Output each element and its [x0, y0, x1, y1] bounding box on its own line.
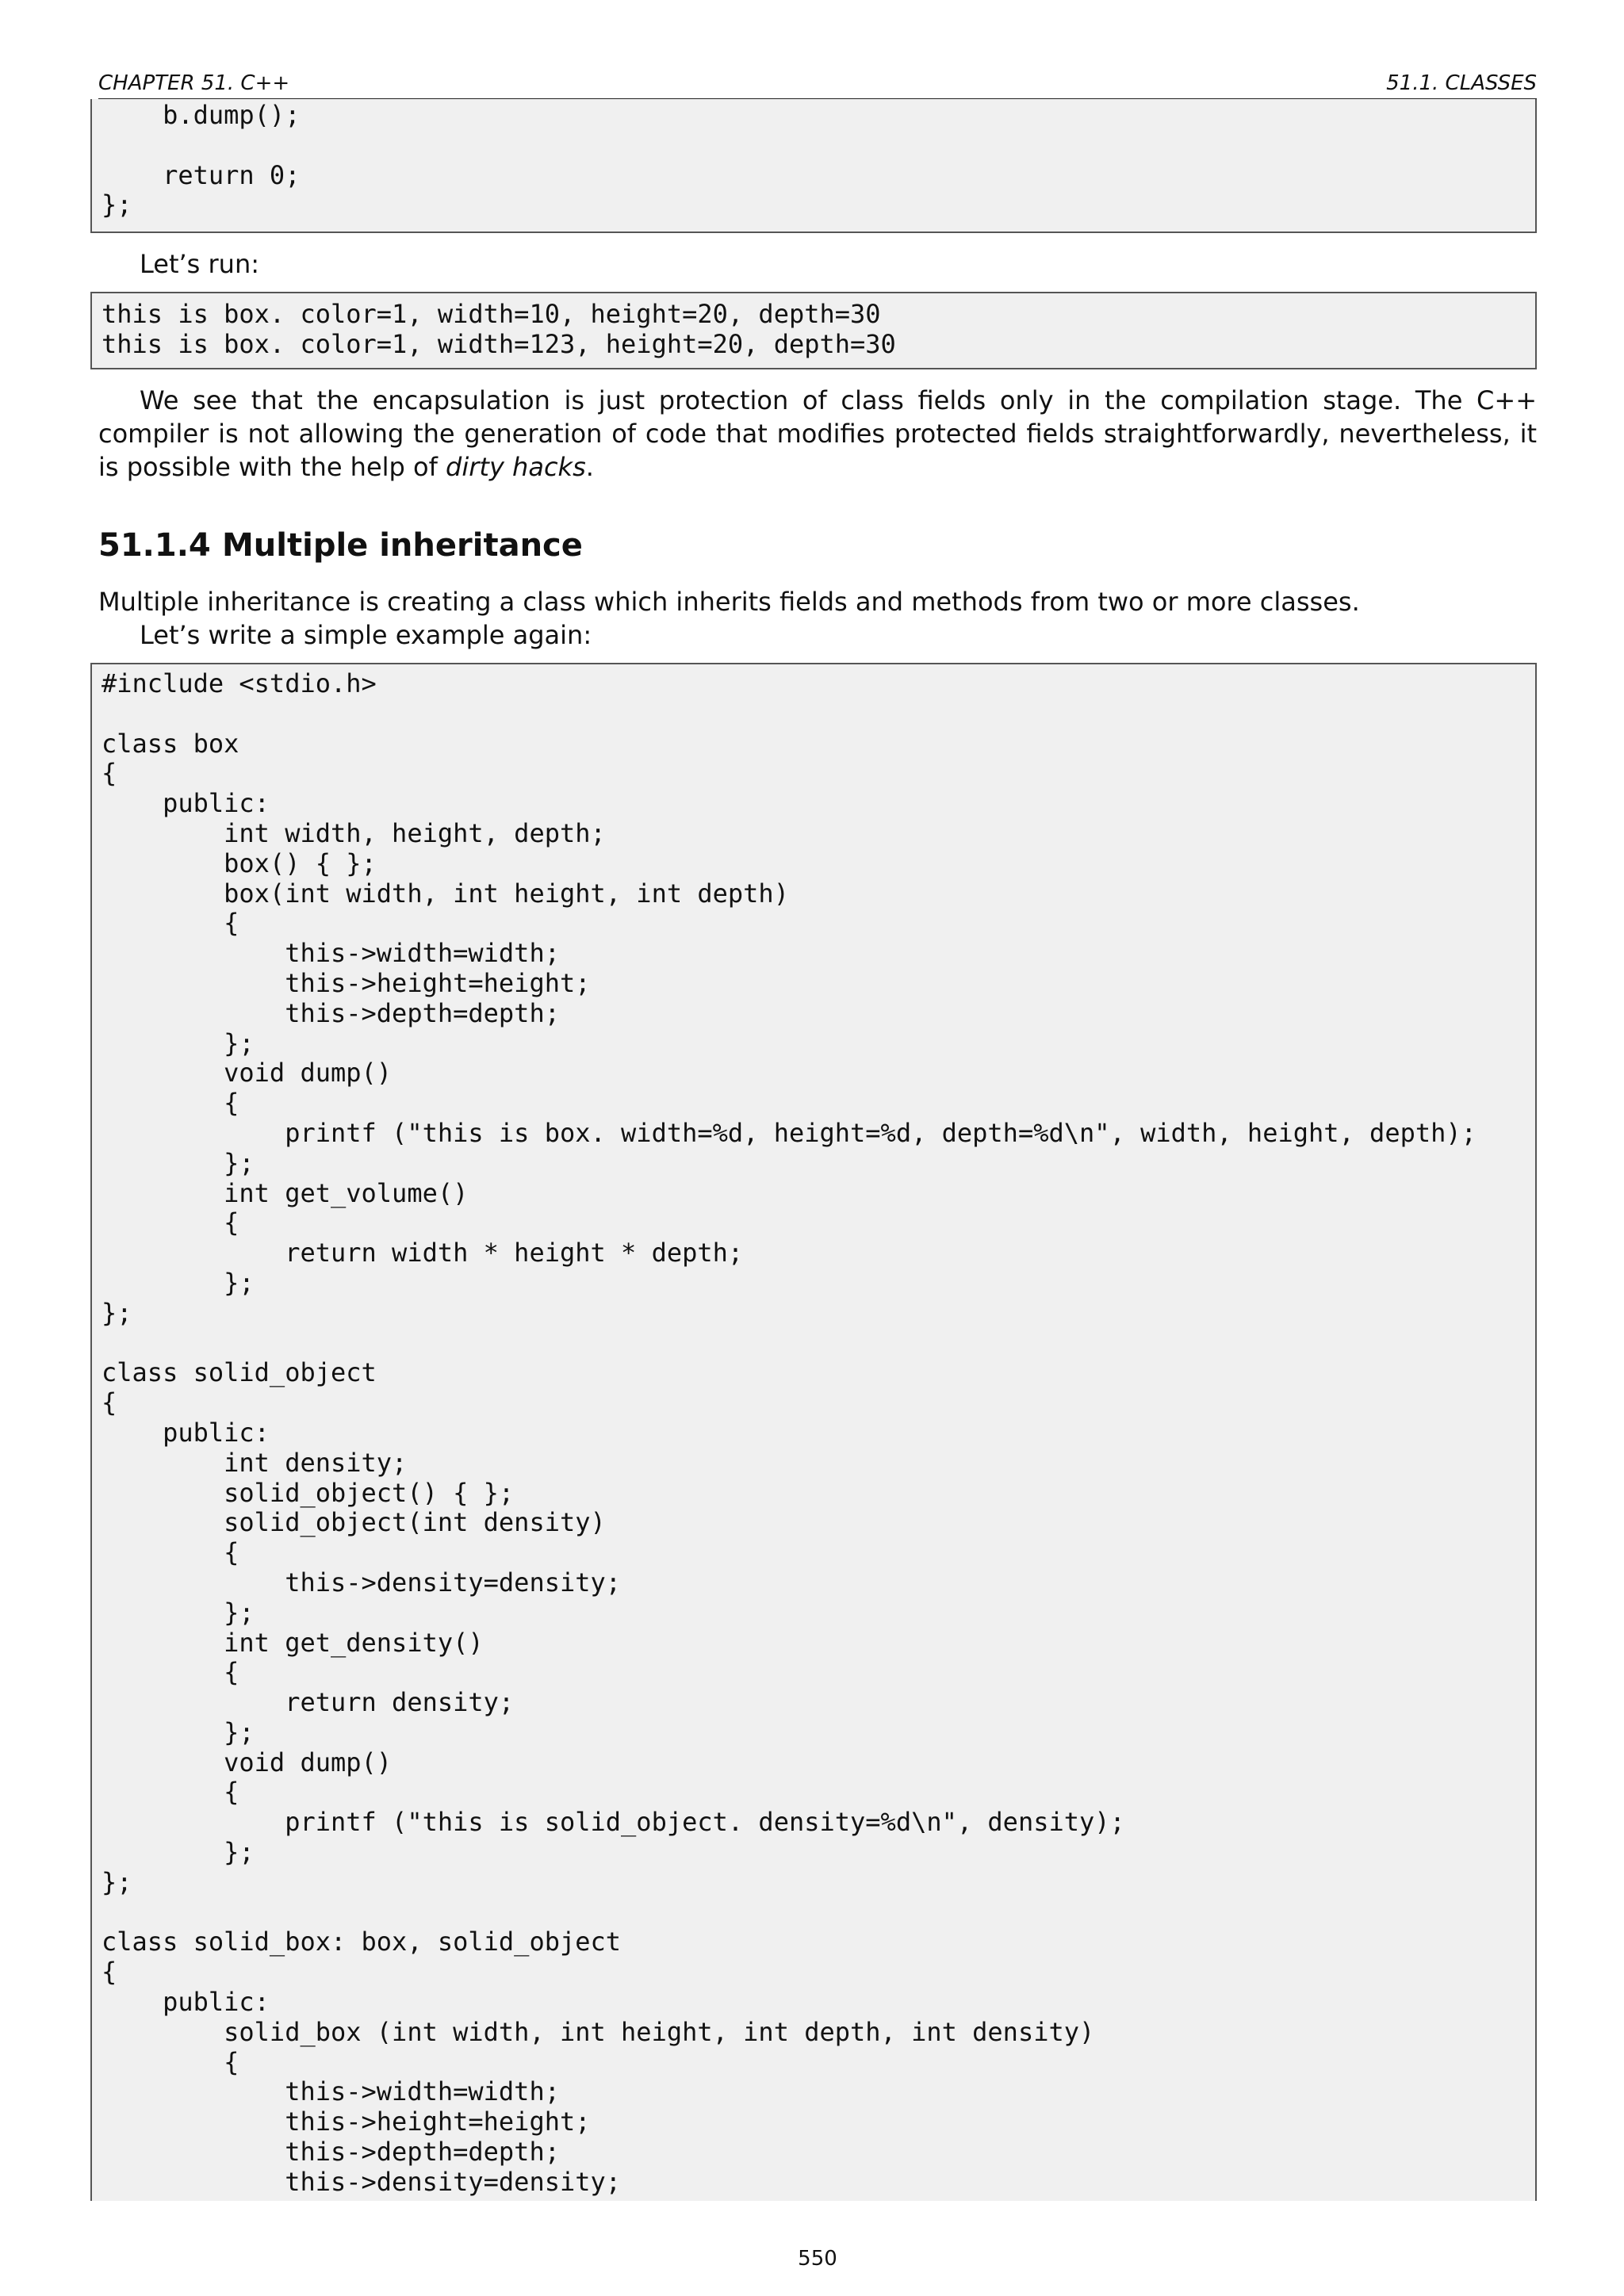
code-line: this->width=width; — [102, 2076, 560, 2107]
code-line: this->height=height; — [102, 967, 591, 998]
code-line: }; — [102, 1597, 255, 1628]
code-line: b.dump(); — [102, 100, 301, 130]
code-line: { — [102, 1207, 239, 1238]
code-line: int density; — [102, 1447, 408, 1478]
code-line: this->density=density; — [102, 2166, 622, 2197]
code-line: { — [102, 1088, 239, 1119]
program-output-listing — [90, 292, 1537, 369]
running-header — [98, 70, 1537, 100]
code-line: return width * height * depth; — [102, 1238, 744, 1269]
code-line: class box — [102, 728, 239, 759]
code-line: this is box. color=1, width=10, height=20, depth=30 — [102, 299, 881, 329]
code-line: { — [102, 1957, 117, 1988]
code-line: printf ("this is box. width=%d, height=%d, depth=%d\n", width, height, depth); — [102, 1117, 1477, 1148]
code-line: }; — [102, 189, 132, 220]
code-line: solid_box (int width, int height, int depth, int density) — [102, 2016, 1095, 2047]
code-line — [102, 131, 1535, 161]
code-line: { — [102, 908, 239, 939]
code-line: class solid_box: box, solid_object — [102, 1927, 622, 1957]
code-line: box() { }; — [102, 848, 377, 878]
code-line: void dump() — [102, 1058, 393, 1089]
code-line: public: — [102, 788, 270, 819]
code-line: }; — [102, 1866, 132, 1897]
code-line: int get_volume() — [102, 1177, 469, 1208]
code-line — [102, 699, 1535, 729]
code-line: return 0; — [102, 159, 301, 190]
encapsulation-paragraph — [98, 384, 1537, 484]
code-line: { — [102, 2046, 239, 2077]
code-line: printf ("this is solid_object. density=%d\n", density); — [102, 1807, 1125, 1838]
section-title-text: Multiple inheritance — [222, 527, 583, 564]
code-line: this->width=width; — [102, 938, 560, 969]
code-line: this->depth=depth; — [102, 997, 560, 1028]
encapsulation-text: We see that the encapsulation is just protection of class fields only in the compilation stage. The C++ compiler is not allowing the generation of code that modifies protected fields straightforwardly, nevertheless, it is possible with the help of — [98, 385, 1537, 482]
code-line: #include <stdio.h> — [102, 668, 377, 698]
code-line: }; — [102, 1837, 255, 1868]
chapter-title: CHAPTER 51. C++ — [98, 71, 290, 95]
example-intro-paragraph: Let’s write a simple example again: — [140, 620, 592, 650]
code-line: solid_object() { }; — [102, 1477, 515, 1508]
encapsulation-end: . — [585, 452, 594, 482]
code-line: { — [102, 1777, 239, 1808]
code-line: { — [102, 1387, 117, 1418]
code-listing-continued — [90, 99, 1537, 233]
multiple-inheritance-definition: Multiple inheritance is creating a class which inherits fields and methods from two or more classes. — [98, 587, 1360, 617]
code-line: }; — [102, 1716, 255, 1747]
code-line: }; — [102, 1027, 255, 1058]
page-number: 550 — [798, 2247, 837, 2271]
code-line: }; — [102, 1147, 255, 1178]
code-line: }; — [102, 1297, 132, 1328]
code-line — [102, 1329, 1535, 1359]
code-line: this is box. color=1, width=123, height=20, depth=30 — [102, 328, 896, 359]
code-line: public: — [102, 1417, 270, 1448]
dirty-hacks-emphasis: dirty hacks — [446, 452, 586, 482]
code-line: this->height=height; — [102, 2107, 591, 2137]
code-line: void dump() — [102, 1747, 393, 1777]
code-line: { — [102, 1657, 239, 1688]
code-line: int width, height, depth; — [102, 817, 606, 848]
section-heading — [98, 525, 583, 566]
code-line: int get_density() — [102, 1627, 484, 1658]
code-line: this->depth=depth; — [102, 2137, 560, 2168]
code-line: }; — [102, 1267, 255, 1298]
code-line: { — [102, 758, 117, 789]
code-listing-multiple-inheritance — [90, 663, 1537, 2201]
code-line: public: — [102, 1987, 270, 2018]
code-line: { — [102, 1537, 239, 1568]
code-line — [102, 1898, 1535, 1928]
code-line: return density; — [102, 1687, 515, 1718]
code-line: box(int width, int height, int depth) — [102, 878, 789, 909]
code-line: class solid_object — [102, 1357, 377, 1388]
run-paragraph: Let’s run: — [140, 249, 260, 279]
section-number: 51.1.4 — [98, 527, 211, 564]
code-line: this->density=density; — [102, 1567, 622, 1598]
document-page — [98, 0, 1537, 2296]
section-title: 51.1. CLASSES — [1386, 71, 1537, 95]
code-line: solid_object(int density) — [102, 1507, 606, 1538]
